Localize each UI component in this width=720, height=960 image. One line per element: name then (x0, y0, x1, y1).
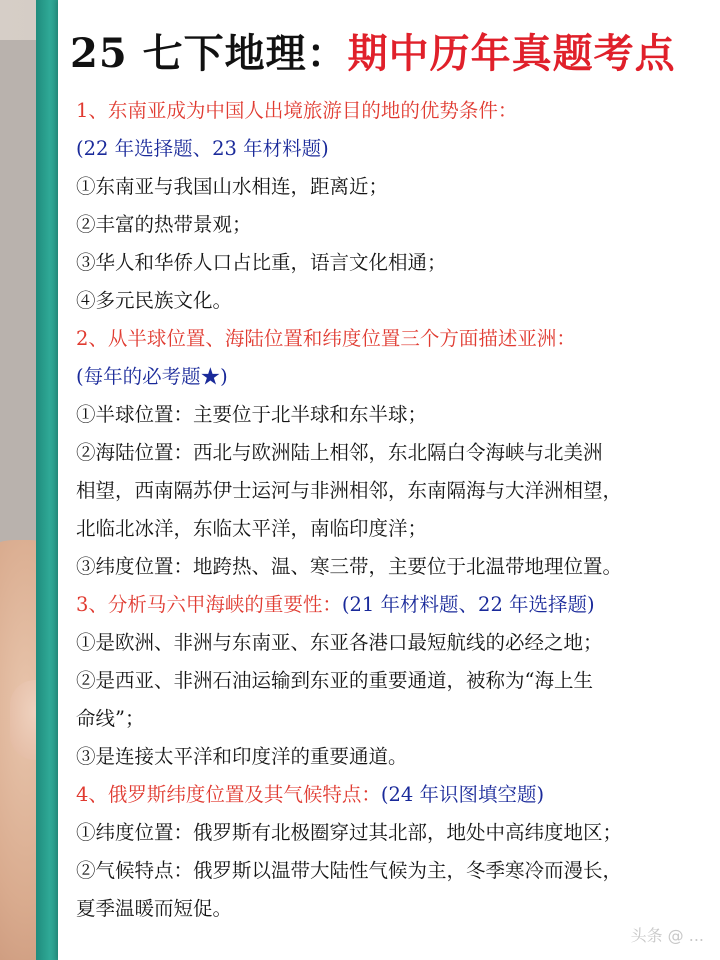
document-page (58, 0, 720, 960)
content (76, 92, 710, 928)
answer-2-2: ②海陆位置：西北与欧洲陆上相邻，东北隔白令海峡与北美洲 (76, 441, 603, 464)
answer-4-2: ②气候特点：俄罗斯以温带大陆性气候为主，冬季寒冷而漫长， (76, 859, 623, 882)
question-4-text: 4、俄罗斯纬度位置及其气候特点： (76, 783, 381, 806)
answer-4-2-cont: 夏季温暖而短促。 (76, 897, 233, 920)
title-highlight: 期中历年真题考点 (347, 30, 676, 77)
question-1-source: (22 年选择题、23 年材料题) (76, 137, 329, 160)
watermark: 头条 @ ... (630, 926, 704, 945)
question-3-text: 3、分析马六甲海峡的重要性： (76, 593, 342, 616)
answer-2-2-cont2: 北临北冰洋，东临太平洋，南临印度洋； (76, 517, 428, 540)
title-prefix: 25 七下地理： (70, 30, 348, 77)
question-3-source: (21 年材料题、22 年选择题) (341, 593, 595, 616)
answer-2-2-cont: 相望，西南隔苏伊士运河与非洲相邻，东南隔海与大洋洲相望， (76, 479, 623, 502)
answer-1-1: ①东南亚与我国山水相连，距离近； (76, 175, 389, 198)
question-2: 2、从半球位置、海陆位置和纬度位置三个方面描述亚洲： (76, 327, 576, 350)
question-3 (76, 586, 710, 624)
page-title (70, 22, 712, 79)
answer-2-3: ③纬度位置：地跨热、温、寒三带，主要位于北温带地理位置。 (76, 555, 623, 578)
question-1: 1、东南亚成为中国人出境旅游目的地的优势条件： (76, 99, 518, 122)
answer-2-1: ①半球位置：主要位于北半球和东半球； (76, 403, 428, 426)
answer-3-1: ①是欧洲、非洲与东南亚、东亚各港口最短航线的必经之地； (76, 631, 603, 654)
answer-4-1: ①纬度位置：俄罗斯有北极圈穿过其北部，地处中高纬度地区； (76, 821, 623, 844)
answer-3-2-cont: 命线”； (76, 707, 145, 730)
question-4-source: (24 年识图填空题) (380, 783, 545, 806)
answer-1-2: ②丰富的热带景观； (76, 213, 252, 236)
question-2-source: (每年的必考题★) (76, 365, 228, 388)
answer-1-3: ③华人和华侨人口占比重，语言文化相通； (76, 251, 447, 274)
answer-1-4: ④多元民族文化。 (76, 289, 233, 312)
answer-3-3: ③是连接太平洋和印度洋的重要通道。 (76, 745, 408, 768)
question-4 (76, 776, 710, 814)
answer-3-2: ②是西亚、非洲石油运输到东亚的重要通道，被称为“海上生 (76, 669, 593, 692)
